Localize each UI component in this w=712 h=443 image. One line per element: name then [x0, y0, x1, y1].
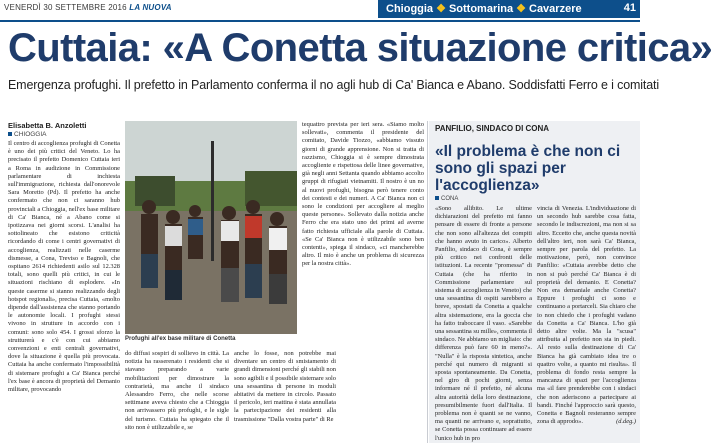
sidebar-column-2 [537, 205, 636, 441]
header-date [4, 3, 172, 12]
article-column-2 [125, 350, 229, 442]
column-body: vincia di Venezia. L'individuazione di un secondo hub sarebbe cosa fatta, secondo le indiscrezioni, ma non si sa altro. Eccetto che, anche questa novità dell'altro ieri, non sarà Ca' Bianca, sempre per parola del prefetto. La motivazione, però, non convince Panfilio: «Cuttaia avrebbe detto che non si può perché Ca' Bianca è di proprietà del demanio. E Conetta? Non era demaniale anche Conetta? Eppure i profughi ci sono e continuano a portarceli. Sia chiaro che io non chiedo che i profughi vadano da Conetta a Ca' Bianca. L'ho già detto altre volte. Ma la "scusa" attribuita al prefetto non sta in piedi. Al resto sulla destinazione di Ca' Bianca ha già cambiato idea tre o quattro volte, a quanto mi risulta». Il problema di fondo resta sempre la mancanza di spazi per l'accoglienza ma «il fare prenderebbe con i sindaci che non aderiscono a partecipare ai bandi. Finché l'approccio sarà questo, Conetta e Bagnoli resteranno sempre zona di approdo». [537, 205, 636, 426]
article-subhead: Emergenza profughi. Il prefetto in Parlamento conferma il no agli hub di Ca' Bianca e Abano. Soddisfatti Ferro e i comitati [8, 78, 659, 92]
sidebar-label: PANFILIO, SINDACO DI CONA [435, 124, 550, 133]
column-text: «Sono allibito. Le ultime dichiarazioni del prefetto mi fanno pensare di essere di fronte a persone che non sono all'altezza dei compiti che hanno avuto in carico». Alberto Panfilio, sindaco di Cona, è sempre più critico nei confronti delle istituzioni. La recente "promessa" di Cuttaia (che ha riferito in Commissione parlamentare sul sistema di accoglienza in Veneto) che una sessantina di ospiti sarebbero a breve, spostati da Conetta a qualche altra sistemazione, era la goccia che ha fatto traboccare il vaso. «Sarebbe una sessantina su mille», commenta il sindaco. Ne abbiamo un migliaio: che differenza può fare 60 in meno?». "Nulla" è la risposta sintetica, anche perché qui numero di migranti si sposta spontaneamente. Da Conetta, nel giro di pochi giorni, senza informare né il prefetto, né alcuna altra autorità della loro destinazione, presumibilmente fuori dall'Italia. Il problema non è quanti se ne vanno, ma quanti ne arrivano e, soprattutto, se Conetta possa continuare ad essere l'unico hub in pro [435, 205, 532, 442]
article-column-3 [234, 350, 336, 442]
article-photo [125, 121, 297, 334]
column-text [537, 205, 636, 426]
location-text: CHIOGGIA [14, 131, 47, 138]
sidebar-title: « Il problema è che non ci sono gli spazi per l'accoglienza » [435, 143, 637, 194]
column-text: anche lo fosse, non potrebbe mai diventare un centro di smistamento di grandi dimensioni perché gli stabili non sono agibili e il possibile sistemare solo una sessantina di persone in moduli abitativi da mettere in circolo. Passato il pericolo, ieri mattina è stata annullata la partecipazione dei residenti alla trasmissione "Dalla vostra parte" di Re [234, 350, 336, 423]
sidebar-column-1 [435, 205, 532, 441]
photo-caption: Profughi all'ex base militare di Conetta [125, 336, 236, 342]
column-text: Il centro di accoglienza profughi di Conetta è uno dei più critici del Veneto. Lo ha precisato il prefetto Domenico Cuttaia ieri a Roma in audizione in Commissione parlamentare di inchiesta sull'immigrazione, richiesta dall'onorevole Sara Moretto (Pd). Il prefetto ha anche confermato che non ci saranno hub provinciali a Chioggia, nell'ex base militare di Ca' Bianca, né a Abano come si ipotizzava nei giorni scorsi. L'analisi ha sottolineato che esistono criticità ricordando di come i centri governativi di accoglienza, realizzati nelle caserme dismesse, a Cona, Treviso e Bagnoli, che ospitano 2614 richiedenti asilo sul 12.328 totali, sono quelli più critici, in cui le situazioni rischiano di esplodere. «In queste caserme si stanno realizzando degli hotspot regionali», precisa Cuttaia, «molto dipende dall'assistenza che stanno portando le autonomie locali. I profughi stessi vivono in strutture in accordo con i comuni: sono solo 454. I grossi sforzo la strutturerà e c'è con cui abbiamo convenzioni e enti centrali governativi, dove la situazione è quella più provocata. Cuttaia ha anche confermato l'impossibilità di sistemare profughi a Ca' Bianca perché l'ex base è ancora di proprietà del Demanio militare, provocando [8, 140, 120, 394]
paper-name: LA NUOVA [129, 3, 172, 12]
author-signature: (d.deg.) [616, 418, 636, 426]
town-separator: ❖ [436, 3, 446, 15]
page-header [0, 0, 640, 18]
header-rule [0, 20, 640, 22]
column-divider [427, 121, 428, 443]
article-column-1 [8, 140, 120, 440]
location-text: CONA [441, 196, 459, 202]
column-text: do diffusi sospiri di sollievo in città. La notizia ha rasserenato i residenti che si stavano preparando a varie mobilitazioni per dimostrare la contrarietà, ma anche il sindaco Alessandro Ferro, che nelle scorse settimane aveva chiesto che a Chioggia non arrivassero più profughi, e le sigle del turismo. Cuttaia ha spiegato che il sito non è utilizzabile e, se [125, 350, 229, 431]
town-sottomarina: Sottomarina [448, 3, 514, 15]
sidebar-location [435, 196, 458, 202]
sidebar-box [429, 121, 640, 443]
section-towns [386, 2, 582, 15]
photo-scene [125, 121, 297, 334]
article-location [8, 131, 47, 138]
page-number: 41 [623, 2, 636, 14]
article-headline: Cuttaia: «A Conetta situazione critica» [8, 26, 712, 70]
section-band [378, 0, 640, 18]
column-text: tequattro prevista per ieri sera. «Siamo molto sollevati», commenta il presidente del comitato, Davide Tiozzo, «abbiamo vissuto giorni di grande apprensione. Non si tratta di razzismo, Chioggia si è sempre dimostrata accogliente e rispettosa delle linee governative, già negli anni Settanta quando abbiamo accolto gruppi di rifugiati vietnamiti. Il nostro è un no al nuovi profughi, bisogna però tenere conto dei contesti e dei numeri. A Ca' Bianca non ci sono le condizioni per accogliere al meglio queste persone». Sollevato dalla notizia anche Ferro che era stato uno dei primi ad averne fatto richiesta ufficiale alla parole di Cuttaia. «Se Ca' Bianca non è utilizzabile sono ben contenti», spiega il sindaco, «ci mancherebbe altro. Il mio è anche un problema di sicurezza per la nostra città». [302, 121, 424, 268]
town-cavarzere: Cavarzere [529, 3, 582, 15]
town-chioggia: Chioggia [386, 3, 434, 15]
article-column-4 [302, 121, 424, 350]
article-byline: Elisabetta B. Anzoletti [8, 121, 87, 130]
issue-date: VENERDÌ 30 SETTEMBRE 2016 [4, 3, 127, 12]
town-separator: ❖ [516, 3, 526, 15]
